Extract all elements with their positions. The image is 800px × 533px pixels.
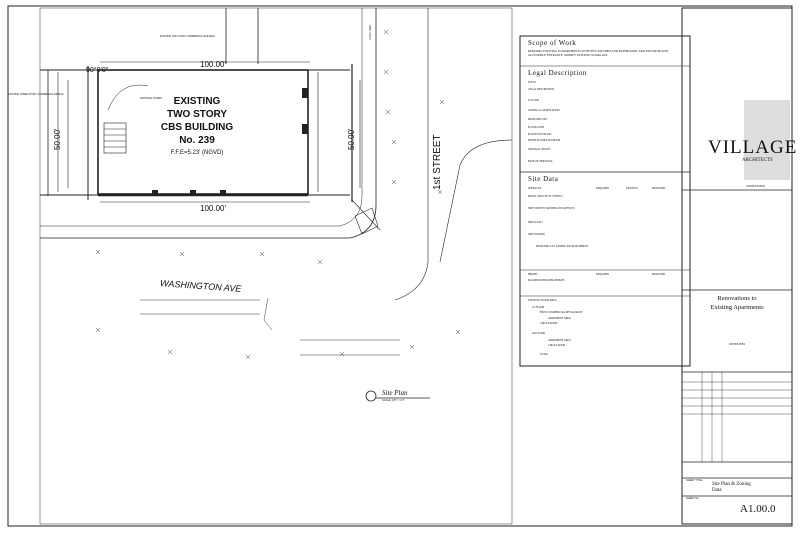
site-col-0: SETBACKS (528, 187, 542, 190)
floor-row-7: TOTAL (540, 353, 549, 356)
legal-line-7: FINISH FLOOR ELEVATION (528, 139, 561, 142)
floor-row-0: 1st FLOOR (532, 306, 545, 309)
dim-right: 50.00' (347, 128, 356, 150)
street-washington: WASHINGTON AVE (159, 278, 242, 294)
site-row-0: FRONT (SOUTH 1ST STREET) (528, 195, 563, 198)
legal-line-5: FLOOD ZONE (528, 126, 545, 129)
floor-row-2: APARTMENT AREA (548, 317, 571, 320)
sheet-title-1: Site Plan & Zoning (712, 482, 751, 487)
existing-stairs-note: EXISTING STAIRS (140, 97, 163, 100)
interior-stairs (104, 85, 148, 153)
sheet-no-label: SHEET No. (686, 497, 700, 500)
site-col-2: EXISTING (626, 187, 638, 190)
firm-name: VILLAGE (708, 137, 798, 158)
height-col-2: PROPOSED (652, 273, 666, 276)
building-label-4: No. 239 (179, 135, 215, 146)
floor-row-4: 2nd FLOOR (532, 332, 546, 335)
dim-top: 100.00' (200, 60, 226, 69)
project-title-2: Existing Apartments (710, 304, 764, 311)
dim-bottom: 100.00' (200, 204, 226, 213)
legal-line-2: LOT SIZE (528, 99, 540, 102)
sheet-number: A1.00.0 (740, 503, 776, 515)
neighbor-top-note: EXISTING TWO STORY COMMERCIAL BUILDING (160, 35, 215, 38)
scope-text: REMODEL EXISTING 10 APARTMENTS WITH NEW KITCHEN AND BATHROOMS, ADD ELEVATOR AND ACCESSIBLE ENTRANCE, MODIFY EXISTING STAIRCASE (528, 49, 668, 57)
legal-line-4: PROPOSED USE: (528, 118, 548, 121)
owner-heading: OWNER INFO (728, 343, 746, 346)
ffe-label: F.F.E=5.23' (NGVD) (170, 150, 224, 156)
site-data-heading: Site Data (528, 175, 559, 183)
floor-row-6: CIRCULATION (548, 344, 566, 347)
legal-heading: Legal Description (528, 69, 587, 77)
legal-line-1: LEGAL DESCRIPTION: (528, 88, 555, 91)
floor-area-heading: EXISTING FLOOR AREA (528, 299, 557, 302)
height-col-1: REQUIRED (596, 273, 610, 276)
building-label-2: TWO STORY (167, 109, 227, 120)
legal-line-0: FOLIO: (528, 81, 537, 84)
site-col-3: PROPOSED (652, 187, 666, 190)
sheet-title-2: Data (712, 488, 722, 493)
project-title-1: Renovations to (717, 295, 757, 302)
floor-row-3: CIRCULATION (540, 322, 558, 325)
legal-line-6: FLOOD ELEVATION (528, 133, 552, 136)
sheet-title-label: SHEET TITLE (686, 479, 703, 482)
building-label-3: CBS BUILDING (160, 122, 234, 133)
site-row-3: SIDE (NORTH) (528, 233, 545, 236)
scope-heading: Scope of Work (528, 39, 577, 47)
dim-angle: 90°0'0" (86, 67, 109, 74)
height-col-0: HEIGHT (528, 273, 538, 276)
firm-sub: ARCHITECTS (742, 158, 773, 163)
neighbor-left-note: EXISTING THREE STORY COMMERCIAL EDIFICE (8, 93, 64, 96)
legal-line-3: ZONING CLASSIFICATION: (528, 109, 561, 112)
site-row-2: SIDE (EAST) (528, 221, 543, 224)
site-col-1: REQUIRED (596, 187, 610, 190)
conc-swk-note: CONC. SWK (369, 25, 372, 40)
building-label-1: EXISTING (173, 96, 221, 107)
floor-row-5: APARTMENT AREA (548, 339, 571, 342)
site-plan-scale: SCALE: 1/8" = 1'-0" (382, 399, 405, 402)
site-row-4: PROPOSED 0.0' LANDING ENCROACHMENT (536, 245, 589, 248)
floor-row-1: FIRST COMMERCIAL RESTAURANT (540, 311, 583, 314)
height-row: MAXIMUM BUILDING HEIGHT (528, 279, 565, 282)
site-plan-title: Site Plan (382, 389, 408, 397)
parking-markings (140, 298, 400, 355)
dim-left: 50.00' (53, 128, 62, 150)
legal-line-8: AVERAGE CROWN (528, 148, 551, 151)
consultants-label: CONSULTANTS (746, 185, 765, 188)
legal-line-9: BASE OF SIDEWALK (528, 160, 553, 163)
street-1st: 1st STREET (432, 134, 443, 190)
site-row-1: SIDE STREET (WASHINGTON AVENUE) (528, 207, 575, 210)
